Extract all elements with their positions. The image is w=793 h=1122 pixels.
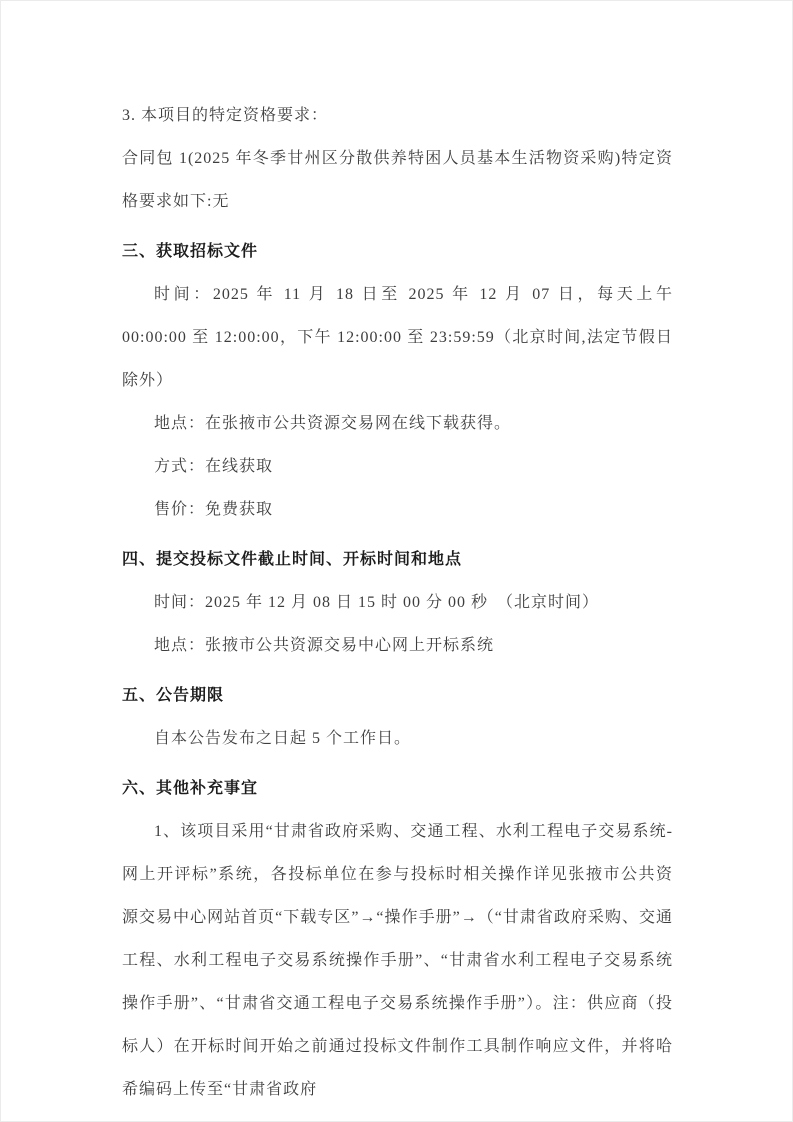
obtain-time-line: 时间：2025 年 11 月 18 日至 2025 年 12 月 07 日，每天上午 00:00:00 至 12:00:00，下午 12:00:00 至 23:59:59（北京时间,法定节假日除外） bbox=[122, 286, 673, 389]
announcement-period-body: 自本公告发布之日起 5 个工作日。 bbox=[154, 730, 412, 747]
obtain-method-line: 方式：在线获取 bbox=[154, 458, 274, 475]
deadline-location-line: 地点：张掖市公共资源交易中心网上开标系统 bbox=[154, 637, 495, 654]
qualification-requirement-body: 合同包 1(2025 年冬季甘州区分散供养特困人员基本生活物资采购)特定资格要求如下:无 bbox=[122, 150, 673, 210]
section-heading-announcement-period: 五、公告期限 bbox=[122, 687, 225, 704]
announcement-document-page bbox=[1, 1, 792, 1121]
deadline-time-line: 时间：2025 年 12 月 08 日 15 时 00 分 00 秒 （北京时间） bbox=[154, 594, 600, 611]
qualification-requirement-title: 3. 本项目的特定资格要求： bbox=[122, 107, 329, 124]
section-heading-submission-deadline: 四、提交投标文件截止时间、开标时间和地点 bbox=[122, 551, 463, 568]
obtain-price-line: 售价：免费获取 bbox=[154, 501, 274, 518]
supplementary-item-1: 1、该项目采用“甘肃省政府采购、交通工程、水利工程电子交易系统-网上开评标”系统，各投标单位在参与投标时相关操作详见张掖市公共资源交易中心网站首页“下载专区”→“操作手册”→（“甘肃省政府采购、交通工程、水利工程电子交易系统操作手册”、“甘肃省水利工程电子交易系统操作手册”、“甘肃省交通工程电子交易系统操作手册”）。注：供应商（投标人）在开标时间开始之前通过投标文件制作工具制作响应文件，并将哈希编码上传至“甘肃省政府 bbox=[122, 823, 673, 1098]
obtain-location-line: 地点：在张掖市公共资源交易网在线下载获得。 bbox=[154, 415, 512, 432]
section-heading-other-supplementary-matters: 六、其他补充事宜 bbox=[122, 780, 259, 797]
section-heading-obtain-bid-documents: 三、获取招标文件 bbox=[122, 243, 259, 260]
